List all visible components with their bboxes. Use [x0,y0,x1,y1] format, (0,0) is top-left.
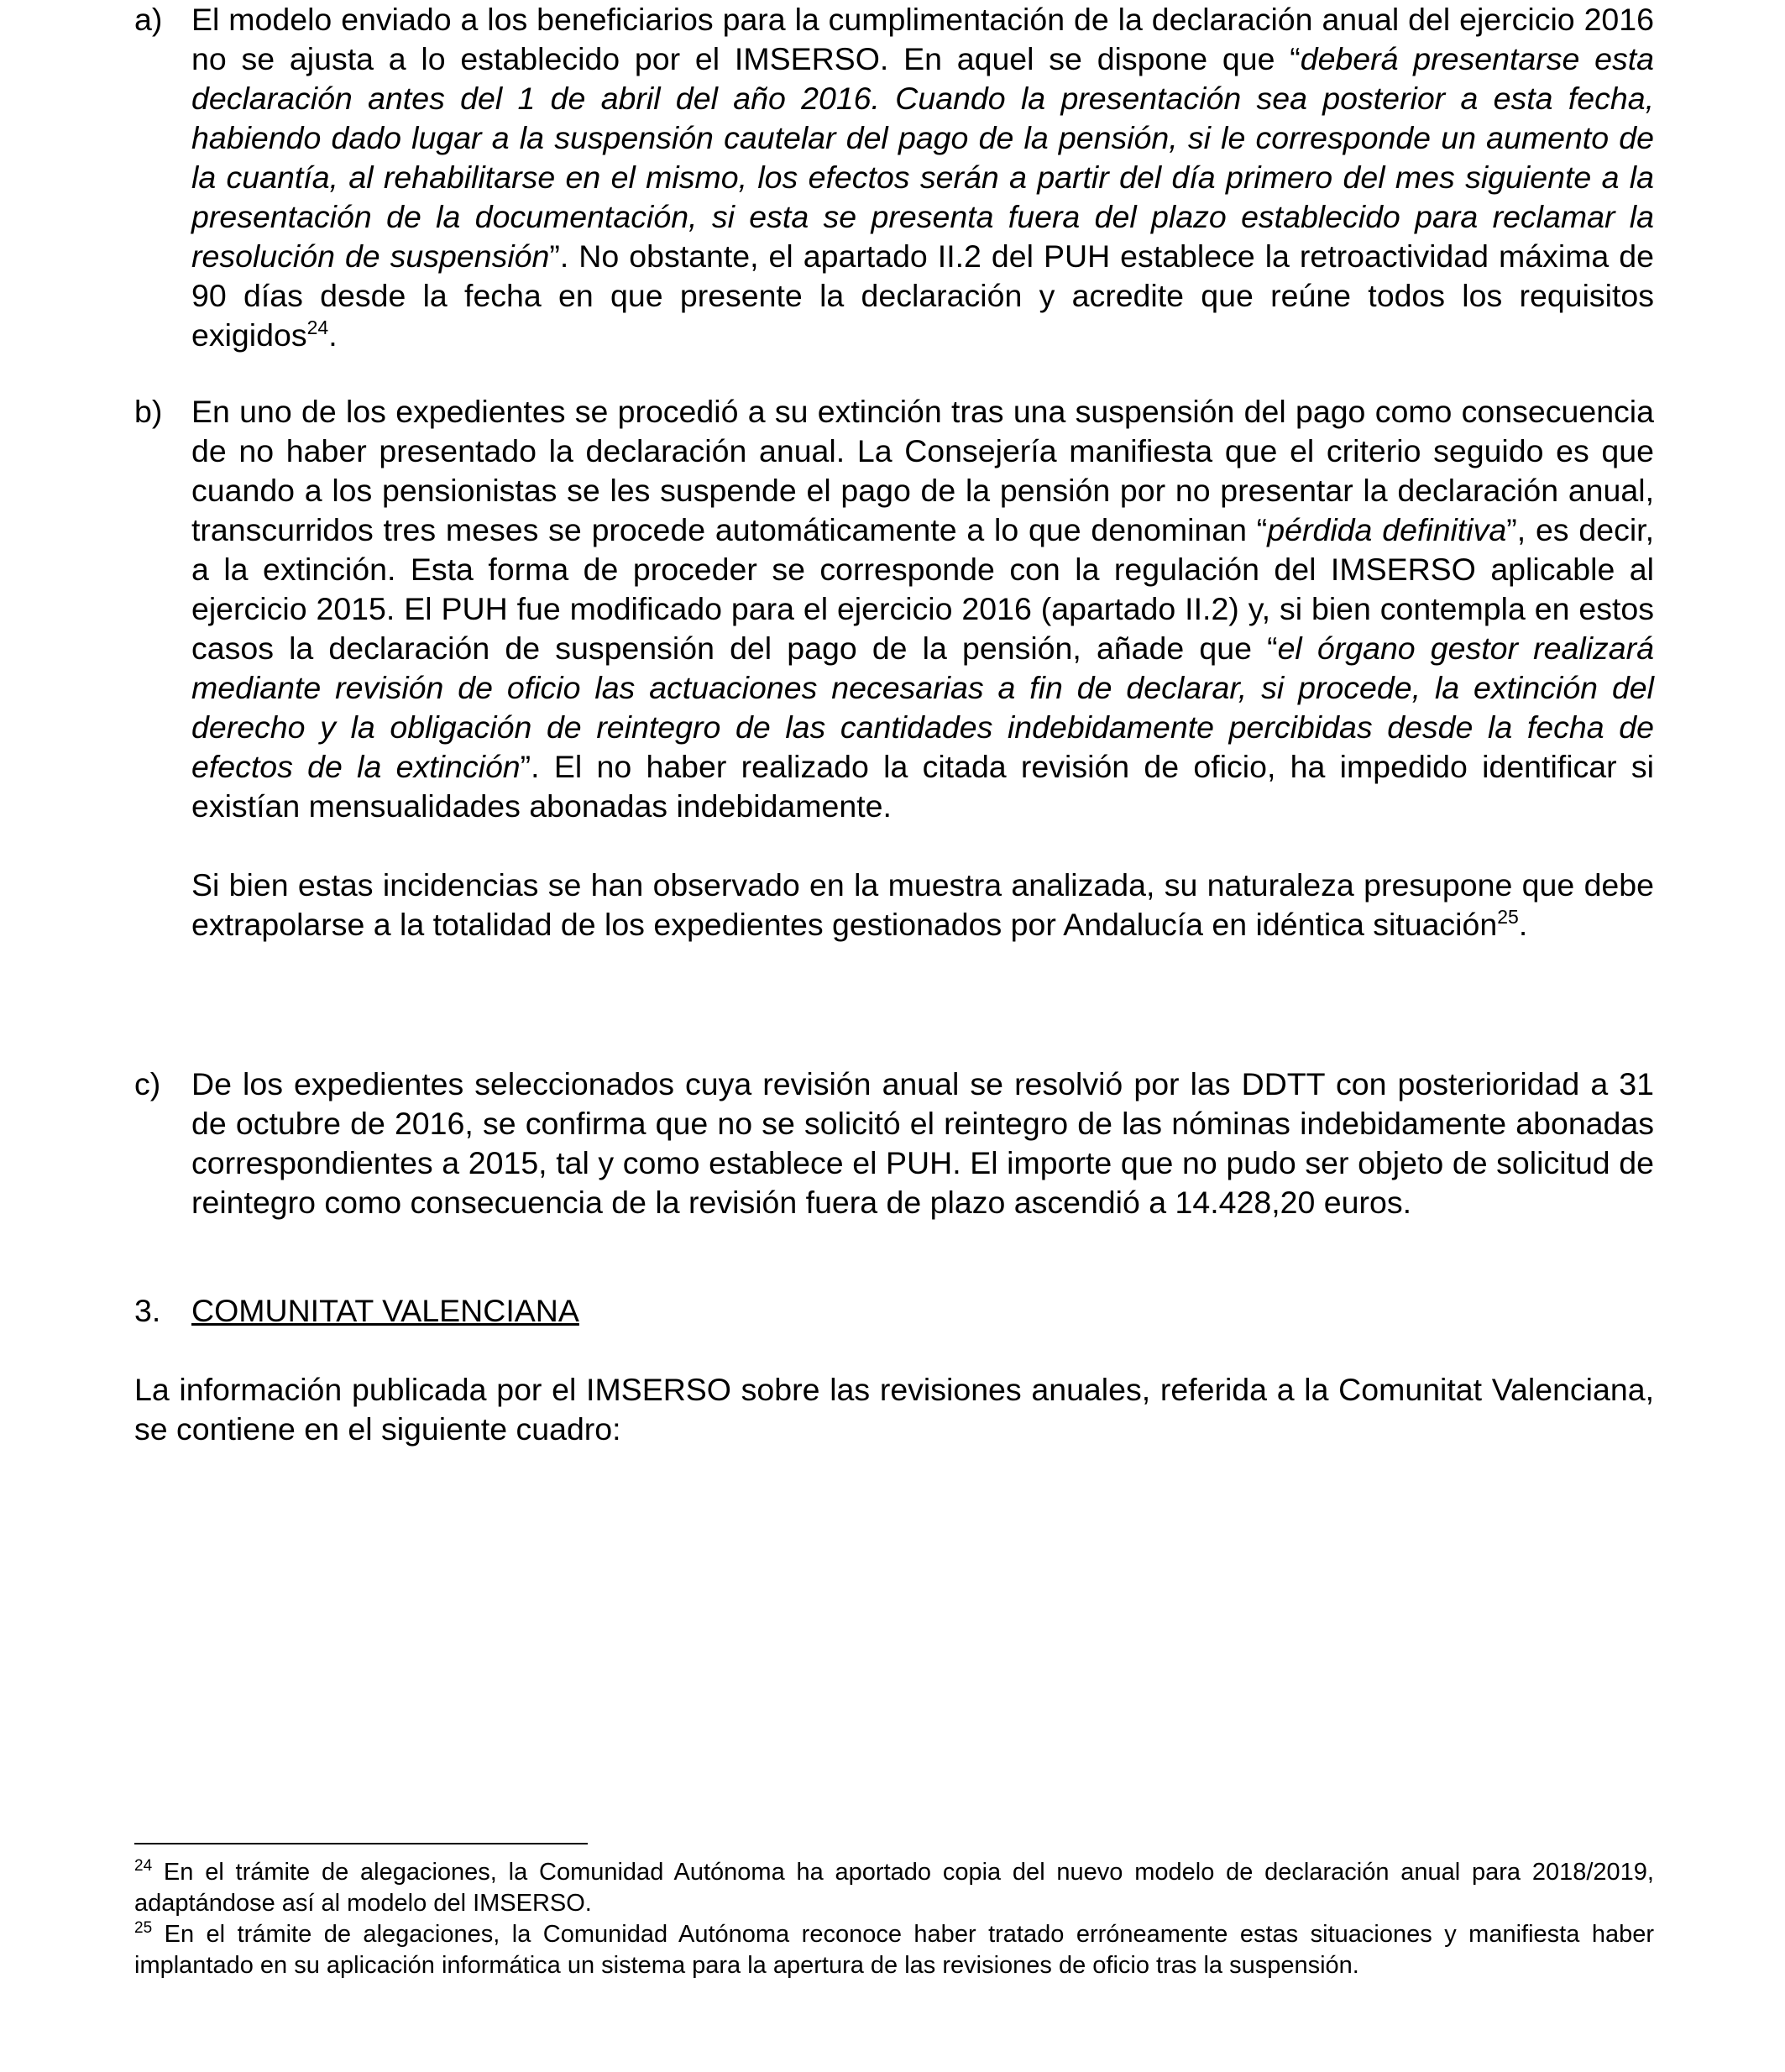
italic-run: deberá presentarse esta declaración antes del 1 de abril del año 2016. Cuando la presentación sea posterior a esta fecha, habiendo dado lugar a la suspensión cautelar del pago de la pensión, si le corresponde un aumento de la cuantía, al rehabilitarse en el mismo, los efectos serán a partir del día primero del mes siguiente a la presentación de la documentación, si esta se presenta fuera del plazo establecido para reclamar la resolución de suspensión [191,41,1654,274]
section-number: 3. [134,1293,161,1328]
list-item-a [134,0,1654,355]
list-marker: a) [134,2,163,37]
text-run: En uno de los expedientes se procedió a su extinción tras una suspensión del pago como consecuencia de no haber presentado la declaración anual. La Consejería manifiesta que el criterio seguido es que cuando a los pensionistas se les suspende el pago de la pensión por no presentar la declaración anual, transcurridos tres meses se procede automáticamente a lo que denominan “ [191,394,1654,547]
paragraph [191,0,1654,355]
section-heading [134,1291,1654,1331]
text-run: El modelo enviado a los beneficiarios para la cumplimentación de la declaración anual del ejercicio 2016 no se ajusta a lo establecido por el IMSERSO. En aquel se dispone que “ [191,2,1654,76]
section-title: COMUNITAT VALENCIANA [191,1293,579,1328]
list-item-c [134,1065,1654,1222]
footnote-text: En el trámite de alegaciones, la Comunidad Autónoma reconoce haber tratado erróneamente estas situaciones y manifiesta haber implantado en su aplicación informática un sistema para la apertura de las revisiones de oficio tras la suspensión. [134,1921,1654,1979]
text-run: ”. El no haber realizado la citada revisión de oficio, ha impedido identificar si existían mensualidades abonadas indebidamente. [191,749,1654,824]
list-item-b [134,392,1654,944]
footnote-number: 24 [134,1857,153,1875]
footnotes [134,1857,1654,1981]
footnote-number: 25 [134,1919,153,1937]
item-body [191,0,1654,355]
item-body [191,1065,1654,1222]
text-run: ”, es decir, a la extinción. Esta forma de proceder se corresponde con la regulación del IMSERSO aplicable al ejercicio 2015. El PUH fue modificado para el ejercicio 2016 (apartado II.2) y, si bien contempla en estos casos la declaración de suspensión del pago de la pensión, añade que “ [191,512,1654,666]
footnote-24 [134,1857,1654,1919]
intro-paragraph: La información publicada por el IMSERSO sobre las revisiones anuales, referida a la Comunitat Valenciana, se contiene en el siguiente cuadro: [134,1372,1654,1447]
text-run: . [328,317,338,353]
italic-run: el órgano gestor realizará mediante revisión de oficio las actuaciones necesarias a fin de declarar, si procede, la extinción del derecho y la obligación de reintegro de las cantidades indebidamente percibidas desde la fecha de efectos de la extinción [191,630,1654,784]
footnote-ref: 25 [1497,906,1519,928]
paragraph [191,866,1654,944]
text-run: De los expedientes seleccionados cuya revisión anual se resolvió por las DDTT con posterioridad a 31 de octubre de 2016, se confirma que no se solicitó el reintegro de las nóminas indebidamente abonadas correspondientes a 2015, tal y como establece el PUH. El importe que no pudo ser objeto de solicitud de reintegro como consecuencia de la revisión fuera de plazo ascendió a 14.428,20 euros. [191,1066,1654,1220]
paragraph [191,392,1654,826]
footnote-25 [134,1919,1654,1981]
footnote-text: En el trámite de alegaciones, la Comunidad Autónoma ha aportado copia del nuevo modelo de declaración anual para 2018/2019, adaptándose así al modelo del IMSERSO. [134,1859,1654,1917]
footnote-ref: 24 [306,317,329,338]
text-run: . [1518,907,1528,942]
italic-run: pérdida definitiva [1267,512,1507,547]
item-body [191,392,1654,944]
list-marker: c) [134,1066,161,1101]
text-run: Si bien estas incidencias se han observado en la muestra analizada, su naturaleza presupone que debe extrapolarse a la totalidad de los expedientes gestionados por Andalucía en idéntica situación [191,867,1654,942]
list-marker: b) [134,394,163,429]
text-run: ”. No obstante, el apartado II.2 del PUH establece la retroactividad máxima de 90 días desde la fecha en que presente la declaración y acredite que reúne todos los requisitos exigidos [191,238,1655,353]
paragraph [191,1065,1654,1222]
footnote-separator [134,1843,588,1844]
